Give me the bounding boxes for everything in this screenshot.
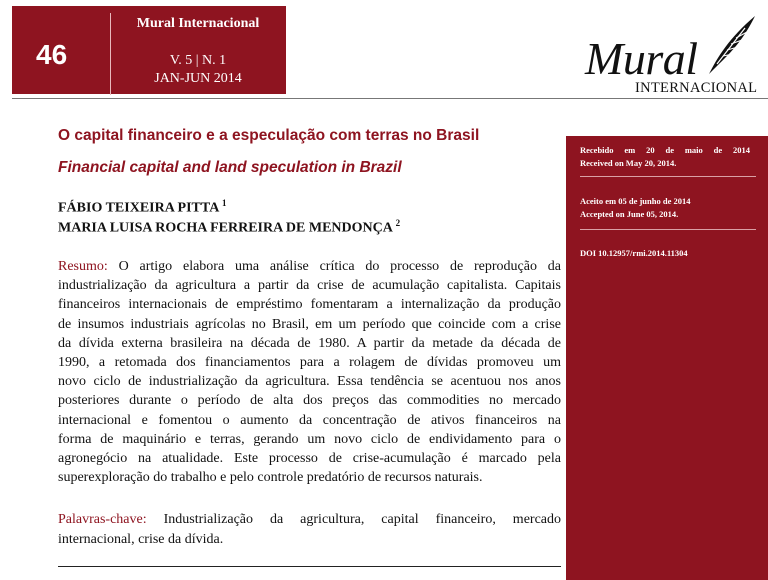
keywords-label: Palavras-chave: (58, 512, 147, 527)
submission-info-sidebar (566, 136, 768, 580)
volume-number: V. 5 | N. 1 (169, 53, 227, 68)
publication-period: JAN-JUN 2014 (154, 71, 242, 86)
footer-rule (58, 566, 561, 567)
abstract (58, 257, 561, 487)
abstract-line: novo ciclo de industrialização da agricultura. Essa tendência se acentuou nos anos (58, 374, 561, 390)
abstract-line: financeiros internacionais de empréstimo fomentaram a internalização da produção (58, 297, 561, 313)
author-1 (58, 198, 227, 217)
abstract-line: 1990, a retomada dos financiamentos para a rolagem de dívidas promoveu um (58, 355, 561, 371)
received-date-pt: Recebido em 20 de maio de 2014 (580, 145, 750, 155)
author-2 (58, 218, 400, 237)
abstract-line: internacional e fomentou o aumento da concentração de ativos financeiros na (58, 412, 561, 428)
accepted-date-pt: Aceito em 05 de junho de 2014 (580, 196, 691, 206)
doi: DOI 10.12957/rmi.2014.11304 (580, 248, 688, 258)
page-number: 46 (36, 39, 68, 70)
received-date-en: Received on May 20, 2014. (580, 158, 677, 168)
author-affiliation-mark: 1 (222, 198, 227, 208)
header-rule (12, 98, 768, 99)
sidebar-divider (580, 229, 756, 230)
keywords-line: Palavras-chave: Industrialização da agricultura, capital financeiro, mercado (58, 512, 562, 527)
abstract-line: superexploração do trabalho e pelo controle predatório de recursos naturais. (58, 470, 483, 486)
abstract-line: posteriores durante o período de alta dos preços das commodities no mercado (58, 393, 561, 409)
abstract-line: de insumos industriais agrícolas no Brasil, em um período que coincide com a crise (58, 316, 561, 332)
keywords (58, 510, 561, 549)
abstract-line: forma de maquinário e terras, gerando um novo ciclo de endividamento para o (58, 431, 561, 447)
keywords-line: internacional, crise da dívida. (58, 531, 224, 547)
journal-header-box (12, 6, 286, 94)
article-title-english: Financial capital and land speculation in Brazil (58, 159, 402, 176)
logo-word: Mural (585, 33, 698, 84)
sidebar-divider (580, 176, 756, 177)
author-name: FÁBIO TEIXEIRA PITTA (58, 200, 219, 216)
logo-subtitle: INTERNACIONAL (635, 80, 758, 96)
journal-logo (585, 14, 761, 100)
abstract-line: da dívida externa brasileira na década de 1980. A partir da metade da década de (58, 335, 561, 351)
author-name: MARIA LUISA ROCHA FERREIRA DE MENDONÇA (58, 220, 393, 236)
abstract-line: industrialização da agricultura a partir da crise de acumulação capitalista. Capitais (58, 278, 561, 294)
abstract-line: agronegócio na atualidade. Este processo de crise-acumulação é marcado pela (58, 451, 561, 467)
author-affiliation-mark: 2 (395, 218, 401, 228)
header-divider (110, 13, 111, 95)
abstract-label: Resumo: (58, 259, 108, 274)
abstract-line: Resumo: O artigo elabora uma análise crítica do processo de reprodução da (58, 259, 561, 274)
article-title-portuguese: O capital financeiro e a especulação com terras no Brasil (58, 127, 480, 144)
accepted-date-en: Accepted on June 05, 2014. (580, 209, 679, 219)
journal-name: Mural Internacional (136, 16, 260, 31)
feather-quill-icon (703, 14, 759, 76)
